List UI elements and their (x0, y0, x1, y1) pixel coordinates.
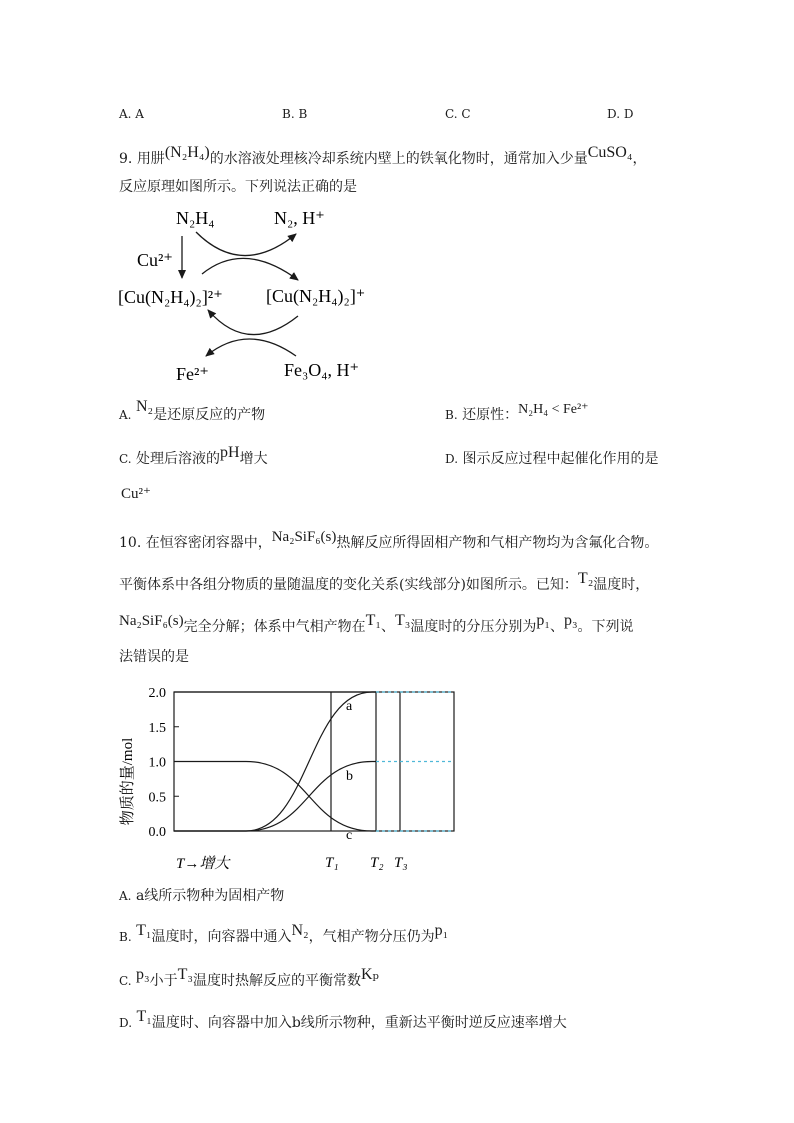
q9-option-c-text2: 增大 (239, 451, 268, 467)
q9-formula-n2h4: (N₂H₄) (164, 144, 210, 161)
y-tick-label: 1.0 (148, 755, 166, 771)
series-label-b: b (346, 769, 353, 784)
q10-t1: T₁ (365, 612, 381, 629)
q9-option-b-letter: B. (445, 408, 458, 422)
q10-option-b-letter: B. (119, 930, 132, 944)
q10-option-b-text1: 温度时，向容器中通入 (151, 929, 292, 945)
q9-option-a-text: 是还原反应的产物 (153, 407, 266, 423)
q10-option-c-text2: 温度时热解反应的平衡常数 (192, 973, 361, 989)
q9-option-d[interactable] (445, 448, 658, 468)
q10-formula-na2sif6-2: Na₂SiF₆(s) (119, 613, 184, 629)
q9-stem-line2: 反应原理如图所示。下列说法正确的是 (119, 179, 357, 195)
q10-option-a-text: a线所示物种为固相产物 (135, 888, 285, 904)
q9-stem-mid: 的水溶液处理核冷却系统内壁上的铁氧化物时，通常加入少量 (209, 151, 588, 167)
x-axis-label: T→增大 (176, 856, 230, 872)
q10-option-b-n2: N₂ (291, 922, 309, 939)
label-complex-2plus: [Cu(N₂H₄)₂]²⁺ (118, 287, 223, 307)
x-marker-label: T₃ (394, 855, 408, 871)
q10-t2: T₂ (577, 570, 594, 587)
q10-option-c-letter: C. (119, 974, 132, 988)
series-label-a: a (346, 699, 353, 714)
q10-option-c-text1: 小于 (149, 973, 178, 989)
label-n2h4: N₂H₄ (176, 208, 215, 228)
q10-option-d-text: 温度时、向容器中加入b线所示物种，重新达平衡时逆反应速率增大 (151, 1015, 567, 1031)
q10-option-a-letter: A. (119, 889, 132, 903)
q10-line3-c: 。下列说 (577, 619, 634, 635)
q9-option-b-text: 还原性： (462, 407, 519, 423)
y-axis-label: 物质的量/mol (120, 737, 136, 826)
q10-option-b-t1: T₁ (136, 922, 152, 939)
q10-t3: T₃ (395, 612, 411, 629)
q10-line3-b: 温度时的分压分别为 (410, 619, 537, 635)
reaction-cycle-diagram (112, 198, 392, 390)
q10-option-b[interactable] (119, 922, 449, 946)
q10-p3: p₃ (563, 612, 578, 629)
q9-option-d-cu2: Cu²⁺ (121, 486, 151, 502)
q9-option-c-text: 处理后溶液的 (136, 451, 221, 467)
q10-option-d-t1: T₁ (136, 1008, 152, 1025)
arrow-complex-reduction (202, 258, 298, 280)
series-label-c: c (346, 828, 353, 843)
q10-option-a[interactable] (119, 885, 284, 905)
q9-option-d-letter: D. (445, 452, 459, 466)
q9-option-b-formula: N₂H₄ < Fe²⁺ (518, 402, 589, 417)
species-amount-chart (112, 668, 462, 880)
q10-sep2: 、 (549, 619, 564, 635)
arrow-fe3o4-reduction (206, 339, 296, 356)
q10-option-c-kp: Kₚ (360, 966, 379, 983)
q9-option-a[interactable] (119, 398, 266, 424)
q10-p1: p₁ (536, 612, 550, 629)
arrow-complex-regeneration (208, 310, 298, 335)
q9-option-c[interactable] (119, 444, 268, 468)
q9-option-c-formula: pH (220, 444, 240, 461)
q9-option-b[interactable] (445, 404, 589, 424)
q10-option-c-t3: T₃ (177, 966, 193, 983)
q10-option-b-p1: p₁ (434, 922, 449, 939)
q10-stem-line2 (119, 570, 650, 594)
y-tick-label: 2.0 (148, 686, 166, 701)
q10-stem-line4: 法错误的是 (119, 649, 189, 665)
q9-formula-cuso4: CuSO₄ (587, 144, 633, 161)
q10-sep1: 、 (381, 619, 395, 635)
x-marker-label: T₂ (370, 855, 384, 871)
q10-stem-line3 (119, 612, 634, 636)
label-cu2: Cu²⁺ (137, 250, 173, 270)
q10-formula-na2sif6: Na₂SiF₆(s) (271, 529, 337, 545)
q10-option-d-letter: D. (119, 1016, 133, 1030)
q9-option-a-letter: A. (119, 408, 132, 422)
y-tick-label: 0.5 (148, 790, 166, 806)
q10-stem-post: 热解反应所得固相产物和气相产物均为含氟化合物。 (336, 535, 659, 551)
q9-option-d-text: 图示反应过程中起催化作用的是 (462, 451, 659, 467)
prev-option-d[interactable]: D. D (607, 107, 634, 121)
arrow-n2h4-oxidation (196, 232, 296, 256)
q9-number: 9. (119, 151, 133, 167)
q10-number: 10. (119, 535, 142, 551)
q9-stem-pre: 用肼 (136, 151, 165, 167)
q10-option-d[interactable] (119, 1008, 567, 1032)
x-marker-label: T₁ (325, 855, 339, 871)
prev-option-a[interactable]: A. A (119, 107, 144, 121)
y-tick-label: 0.0 (148, 825, 166, 840)
q10-stem-line1 (119, 529, 659, 552)
label-complex-1plus: [Cu(N₂H₄)₂]⁺ (266, 286, 366, 306)
q10-line2-post: 温度时， (593, 577, 650, 593)
q10-line3-a: 完全分解；体系中气相产物在 (183, 619, 366, 635)
y-tick-label: 1.5 (148, 720, 166, 736)
q10-line2-pre: 平衡体系中各组分物质的量随温度的变化关系(实线部分)如图所示。已知： (119, 577, 578, 593)
q9-stem-end: ， (632, 151, 647, 167)
q10-option-b-text2: ，气相产物分压仍为 (308, 929, 435, 945)
q10-stem-pre: 在恒容密闭容器中， (145, 535, 272, 551)
label-fe2: Fe²⁺ (176, 364, 209, 384)
label-n2-h: N₂, H⁺ (274, 208, 325, 228)
q9-stem-line1 (119, 144, 647, 168)
prev-option-c[interactable]: C. C (445, 107, 471, 121)
prev-option-b[interactable]: B. B (282, 107, 308, 121)
q10-option-c[interactable] (119, 966, 379, 990)
q9-option-c-letter: C. (119, 452, 132, 466)
q10-option-c-p3: p₃ (136, 966, 150, 983)
label-fe3o4: Fe₃O₄, H⁺ (284, 360, 360, 380)
q9-option-a-formula: N₂ (135, 398, 154, 415)
